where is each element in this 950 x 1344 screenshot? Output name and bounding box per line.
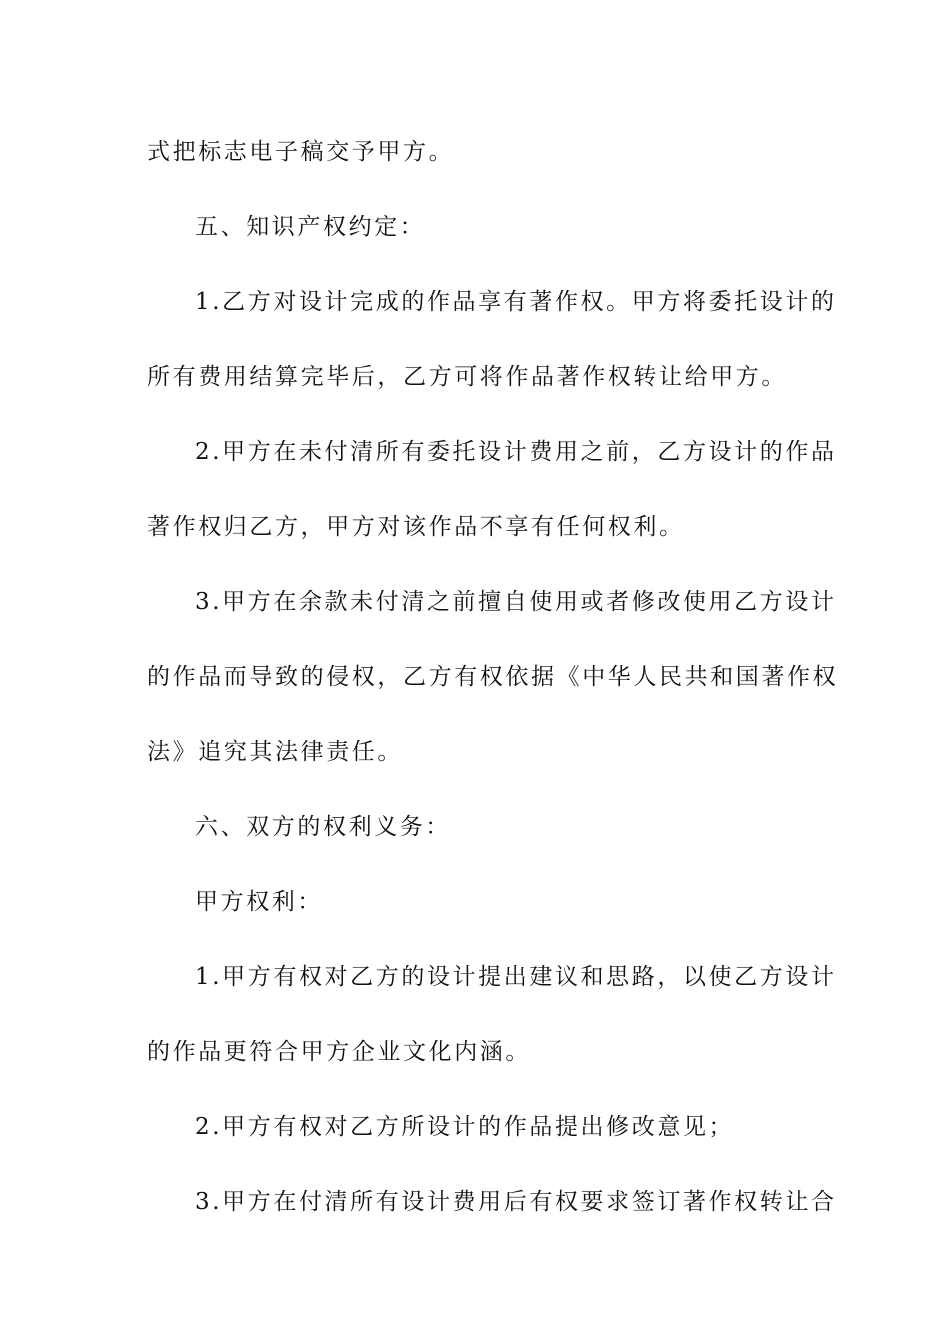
text-line: 3.甲方在余款未付清之前擅自使用或者修改使用乙方设计 [195,589,837,615]
text-line: 2.甲方有权对乙方所设计的作品提出修改意见； [195,1114,735,1140]
text-line: 所有费用结算完毕后，乙方可将作品著作权转让给甲方。 [147,364,787,390]
text-line: 1.乙方对设计完成的作品享有著作权。甲方将委托设计的 [195,289,837,315]
text-line: 著作权归乙方，甲方对该作品不享有任何权利。 [147,514,685,540]
section-heading: 五、知识产权约定： [195,214,426,240]
text-line: 法》追究其法律责任。 [147,739,403,765]
subsection-heading: 甲方权利： [195,889,323,915]
text-line: 1.甲方有权对乙方的设计提出建议和思路，以使乙方设计 [195,964,837,990]
text-line: 式把标志电子稿交予甲方。 [147,139,455,165]
text-line: 3.甲方在付清所有设计费用后有权要求签订著作权转让合 [195,1189,837,1215]
text-line: 的作品而导致的侵权，乙方有权依据《中华人民共和国著作权 [147,664,839,690]
section-heading: 六、双方的权利义务： [195,814,451,840]
text-line: 2.甲方在未付清所有委托设计费用之前，乙方设计的作品 [195,439,837,465]
text-line: 的作品更符合甲方企业文化内涵。 [147,1039,531,1065]
